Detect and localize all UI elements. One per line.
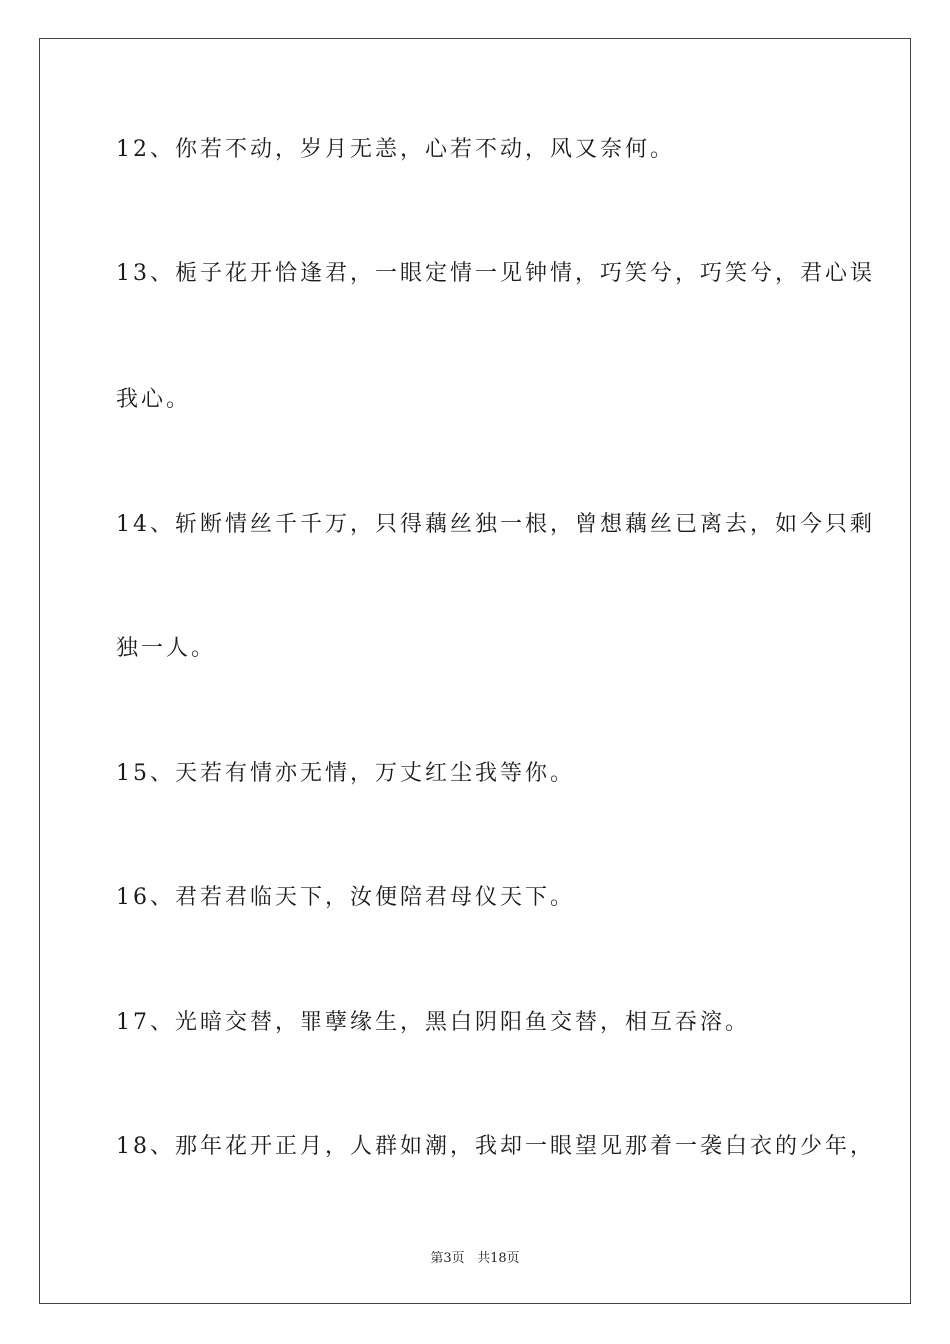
page-frame — [39, 38, 911, 1304]
page-footer — [0, 1247, 950, 1266]
text-line-14a: 14、斩断情丝千千万，只得藕丝独一根，曾想藕丝已离去，如今只剩 — [116, 512, 875, 537]
text-line-13b: 我心。 — [116, 387, 192, 412]
text-line-12: 12、你若不动，岁月无恙，心若不动，风又奈何。 — [116, 137, 675, 162]
page-number: 第3页 — [430, 1251, 465, 1266]
text-line-16: 16、君若君临天下，汝便陪君母仪天下。 — [116, 885, 575, 910]
text-line-14b: 独一人。 — [116, 636, 217, 661]
text-line-15: 15、天若有情亦无情，万丈红尘我等你。 — [116, 761, 575, 786]
text-line-13a: 13、栀子花开恰逢君，一眼定情一见钟情，巧笑兮，巧笑兮，君心误 — [116, 261, 875, 286]
text-line-18: 18、那年花开正月，人群如潮，我却一眼望见那着一袭白衣的少年， — [116, 1134, 875, 1159]
text-line-17: 17、光暗交替，罪孽缘生，黑白阴阳鱼交替，相互吞溶。 — [116, 1010, 750, 1035]
page-total: 共18页 — [477, 1251, 520, 1266]
